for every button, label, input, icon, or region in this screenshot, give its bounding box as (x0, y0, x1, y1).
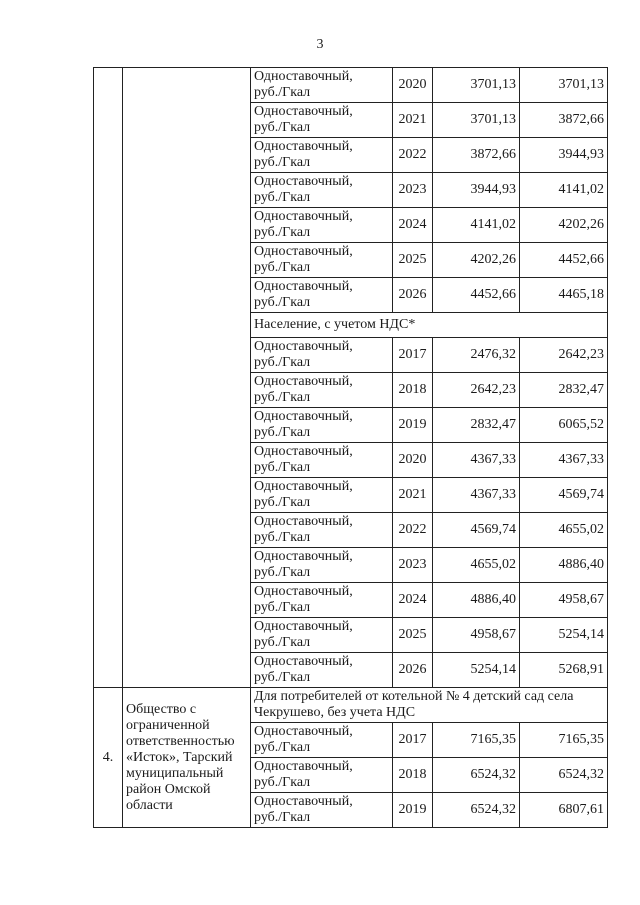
unit-measure: руб./Гкал (254, 810, 311, 825)
unit-measure: руб./Гкал (254, 495, 311, 510)
organization-cell: Общество с ограниченной ответственностью «Исток», Тарский муниципальный район Омской области (123, 688, 251, 828)
unit-type: Одноставочный, (254, 374, 353, 389)
tariff-from-cell: 4202,26 (433, 243, 520, 278)
tariff-to-cell: 4141,02 (520, 173, 608, 208)
unit-cell (251, 758, 393, 793)
tariff-from-cell: 3701,13 (433, 103, 520, 138)
tariff-from-cell: 4886,40 (433, 583, 520, 618)
unit-cell (251, 478, 393, 513)
tariff-from-cell: 4367,33 (433, 478, 520, 513)
unit-cell (251, 138, 393, 173)
tariff-from-cell: 3872,66 (433, 138, 520, 173)
unit-measure: руб./Гкал (254, 190, 311, 205)
tariff-from-cell: 4655,02 (433, 548, 520, 583)
unit-type: Одноставочный, (254, 724, 353, 739)
unit-type: Одноставочный, (254, 654, 353, 669)
year-cell: 2025 (393, 243, 433, 278)
unit-type: Одноставочный, (254, 339, 353, 354)
unit-cell (251, 583, 393, 618)
tariff-to-cell: 4465,18 (520, 278, 608, 313)
year-cell: 2026 (393, 653, 433, 688)
unit-measure: руб./Гкал (254, 85, 311, 100)
tariff-table-body (94, 68, 608, 828)
unit-measure: руб./Гкал (254, 225, 311, 240)
section-header-row (94, 688, 608, 723)
unit-cell (251, 408, 393, 443)
tariff-to-cell: 3944,93 (520, 138, 608, 173)
year-cell: 2018 (393, 758, 433, 793)
tariff-from-cell: 3701,13 (433, 68, 520, 103)
tariff-from-cell: 4452,66 (433, 278, 520, 313)
unit-cell (251, 68, 393, 103)
unit-measure: руб./Гкал (254, 635, 311, 650)
tariff-from-cell: 6524,32 (433, 758, 520, 793)
unit-measure: руб./Гкал (254, 425, 311, 440)
unit-measure: руб./Гкал (254, 295, 311, 310)
consumer-section-header: Для потребителей от котельной № 4 детский сад села Чекрушево, без учета НДС (251, 688, 608, 723)
year-cell: 2021 (393, 103, 433, 138)
unit-type: Одноставочный, (254, 444, 353, 459)
unit-measure: руб./Гкал (254, 775, 311, 790)
tariff-from-cell: 4958,67 (433, 618, 520, 653)
year-cell: 2020 (393, 68, 433, 103)
tariff-from-cell: 2642,23 (433, 373, 520, 408)
year-cell: 2018 (393, 373, 433, 408)
unit-cell (251, 173, 393, 208)
year-cell: 2024 (393, 208, 433, 243)
tariff-to-cell: 6524,32 (520, 758, 608, 793)
tariff-to-cell: 6807,61 (520, 793, 608, 828)
unit-measure: руб./Гкал (254, 600, 311, 615)
unit-measure: руб./Гкал (254, 530, 311, 545)
year-cell: 2022 (393, 138, 433, 173)
item-number-cell: 4. (94, 688, 123, 828)
unit-cell (251, 723, 393, 758)
population-header: Население, с учетом НДС* (251, 313, 608, 338)
year-cell: 2022 (393, 513, 433, 548)
tariff-to-cell: 4655,02 (520, 513, 608, 548)
unit-type: Одноставочный, (254, 279, 353, 294)
unit-cell (251, 373, 393, 408)
item-number-cell (94, 68, 123, 688)
unit-cell (251, 548, 393, 583)
tariff-to-cell: 7165,35 (520, 723, 608, 758)
unit-measure: руб./Гкал (254, 260, 311, 275)
tariff-to-cell: 4452,66 (520, 243, 608, 278)
unit-cell (251, 208, 393, 243)
tariff-to-cell: 4958,67 (520, 583, 608, 618)
tariff-from-cell: 6524,32 (433, 793, 520, 828)
unit-type: Одноставочный, (254, 139, 353, 154)
tariff-from-cell: 5254,14 (433, 653, 520, 688)
unit-type: Одноставочный, (254, 619, 353, 634)
unit-type: Одноставочный, (254, 244, 353, 259)
unit-cell (251, 513, 393, 548)
tariff-table (93, 67, 608, 828)
tariff-from-cell: 4367,33 (433, 443, 520, 478)
unit-cell (251, 243, 393, 278)
tariff-from-cell: 4141,02 (433, 208, 520, 243)
unit-type: Одноставочный, (254, 209, 353, 224)
tariff-to-cell: 5268,91 (520, 653, 608, 688)
tariff-from-cell: 3944,93 (433, 173, 520, 208)
unit-cell (251, 618, 393, 653)
year-cell: 2021 (393, 478, 433, 513)
unit-type: Одноставочный, (254, 479, 353, 494)
unit-cell (251, 338, 393, 373)
tariff-to-cell: 4202,26 (520, 208, 608, 243)
tariff-to-cell: 5254,14 (520, 618, 608, 653)
tariff-from-cell: 2476,32 (433, 338, 520, 373)
tariff-to-cell: 2642,23 (520, 338, 608, 373)
year-cell: 2020 (393, 443, 433, 478)
year-cell: 2023 (393, 548, 433, 583)
unit-type: Одноставочный, (254, 514, 353, 529)
unit-type: Одноставочный, (254, 549, 353, 564)
unit-measure: руб./Гкал (254, 670, 311, 685)
unit-measure: руб./Гкал (254, 740, 311, 755)
tariff-to-cell: 4886,40 (520, 548, 608, 583)
tariff-to-cell: 4569,74 (520, 478, 608, 513)
tariff-to-cell: 6065,52 (520, 408, 608, 443)
tariff-to-cell: 2832,47 (520, 373, 608, 408)
unit-type: Одноставочный, (254, 104, 353, 119)
unit-type: Одноставочный, (254, 69, 353, 84)
tariff-to-cell: 4367,33 (520, 443, 608, 478)
unit-measure: руб./Гкал (254, 390, 311, 405)
unit-type: Одноставочный, (254, 409, 353, 424)
year-cell: 2017 (393, 338, 433, 373)
unit-cell (251, 278, 393, 313)
unit-cell (251, 103, 393, 138)
year-cell: 2026 (393, 278, 433, 313)
year-cell: 2025 (393, 618, 433, 653)
tariff-to-cell: 3701,13 (520, 68, 608, 103)
page-number: 3 (316, 37, 324, 52)
year-cell: 2019 (393, 793, 433, 828)
year-cell: 2017 (393, 723, 433, 758)
tariff-from-cell: 2832,47 (433, 408, 520, 443)
unit-measure: руб./Гкал (254, 120, 311, 135)
tariff-from-cell: 4569,74 (433, 513, 520, 548)
unit-measure: руб./Гкал (254, 155, 311, 170)
unit-cell (251, 793, 393, 828)
year-cell: 2023 (393, 173, 433, 208)
unit-measure: руб./Гкал (254, 565, 311, 580)
unit-type: Одноставочный, (254, 794, 353, 809)
table-row (94, 68, 608, 103)
unit-cell (251, 653, 393, 688)
organization-cell (123, 68, 251, 688)
tariff-from-cell: 7165,35 (433, 723, 520, 758)
year-cell: 2024 (393, 583, 433, 618)
unit-type: Одноставочный, (254, 759, 353, 774)
unit-measure: руб./Гкал (254, 460, 311, 475)
unit-cell (251, 443, 393, 478)
unit-measure: руб./Гкал (254, 355, 311, 370)
tariff-to-cell: 3872,66 (520, 103, 608, 138)
unit-type: Одноставочный, (254, 584, 353, 599)
year-cell: 2019 (393, 408, 433, 443)
unit-type: Одноставочный, (254, 174, 353, 189)
